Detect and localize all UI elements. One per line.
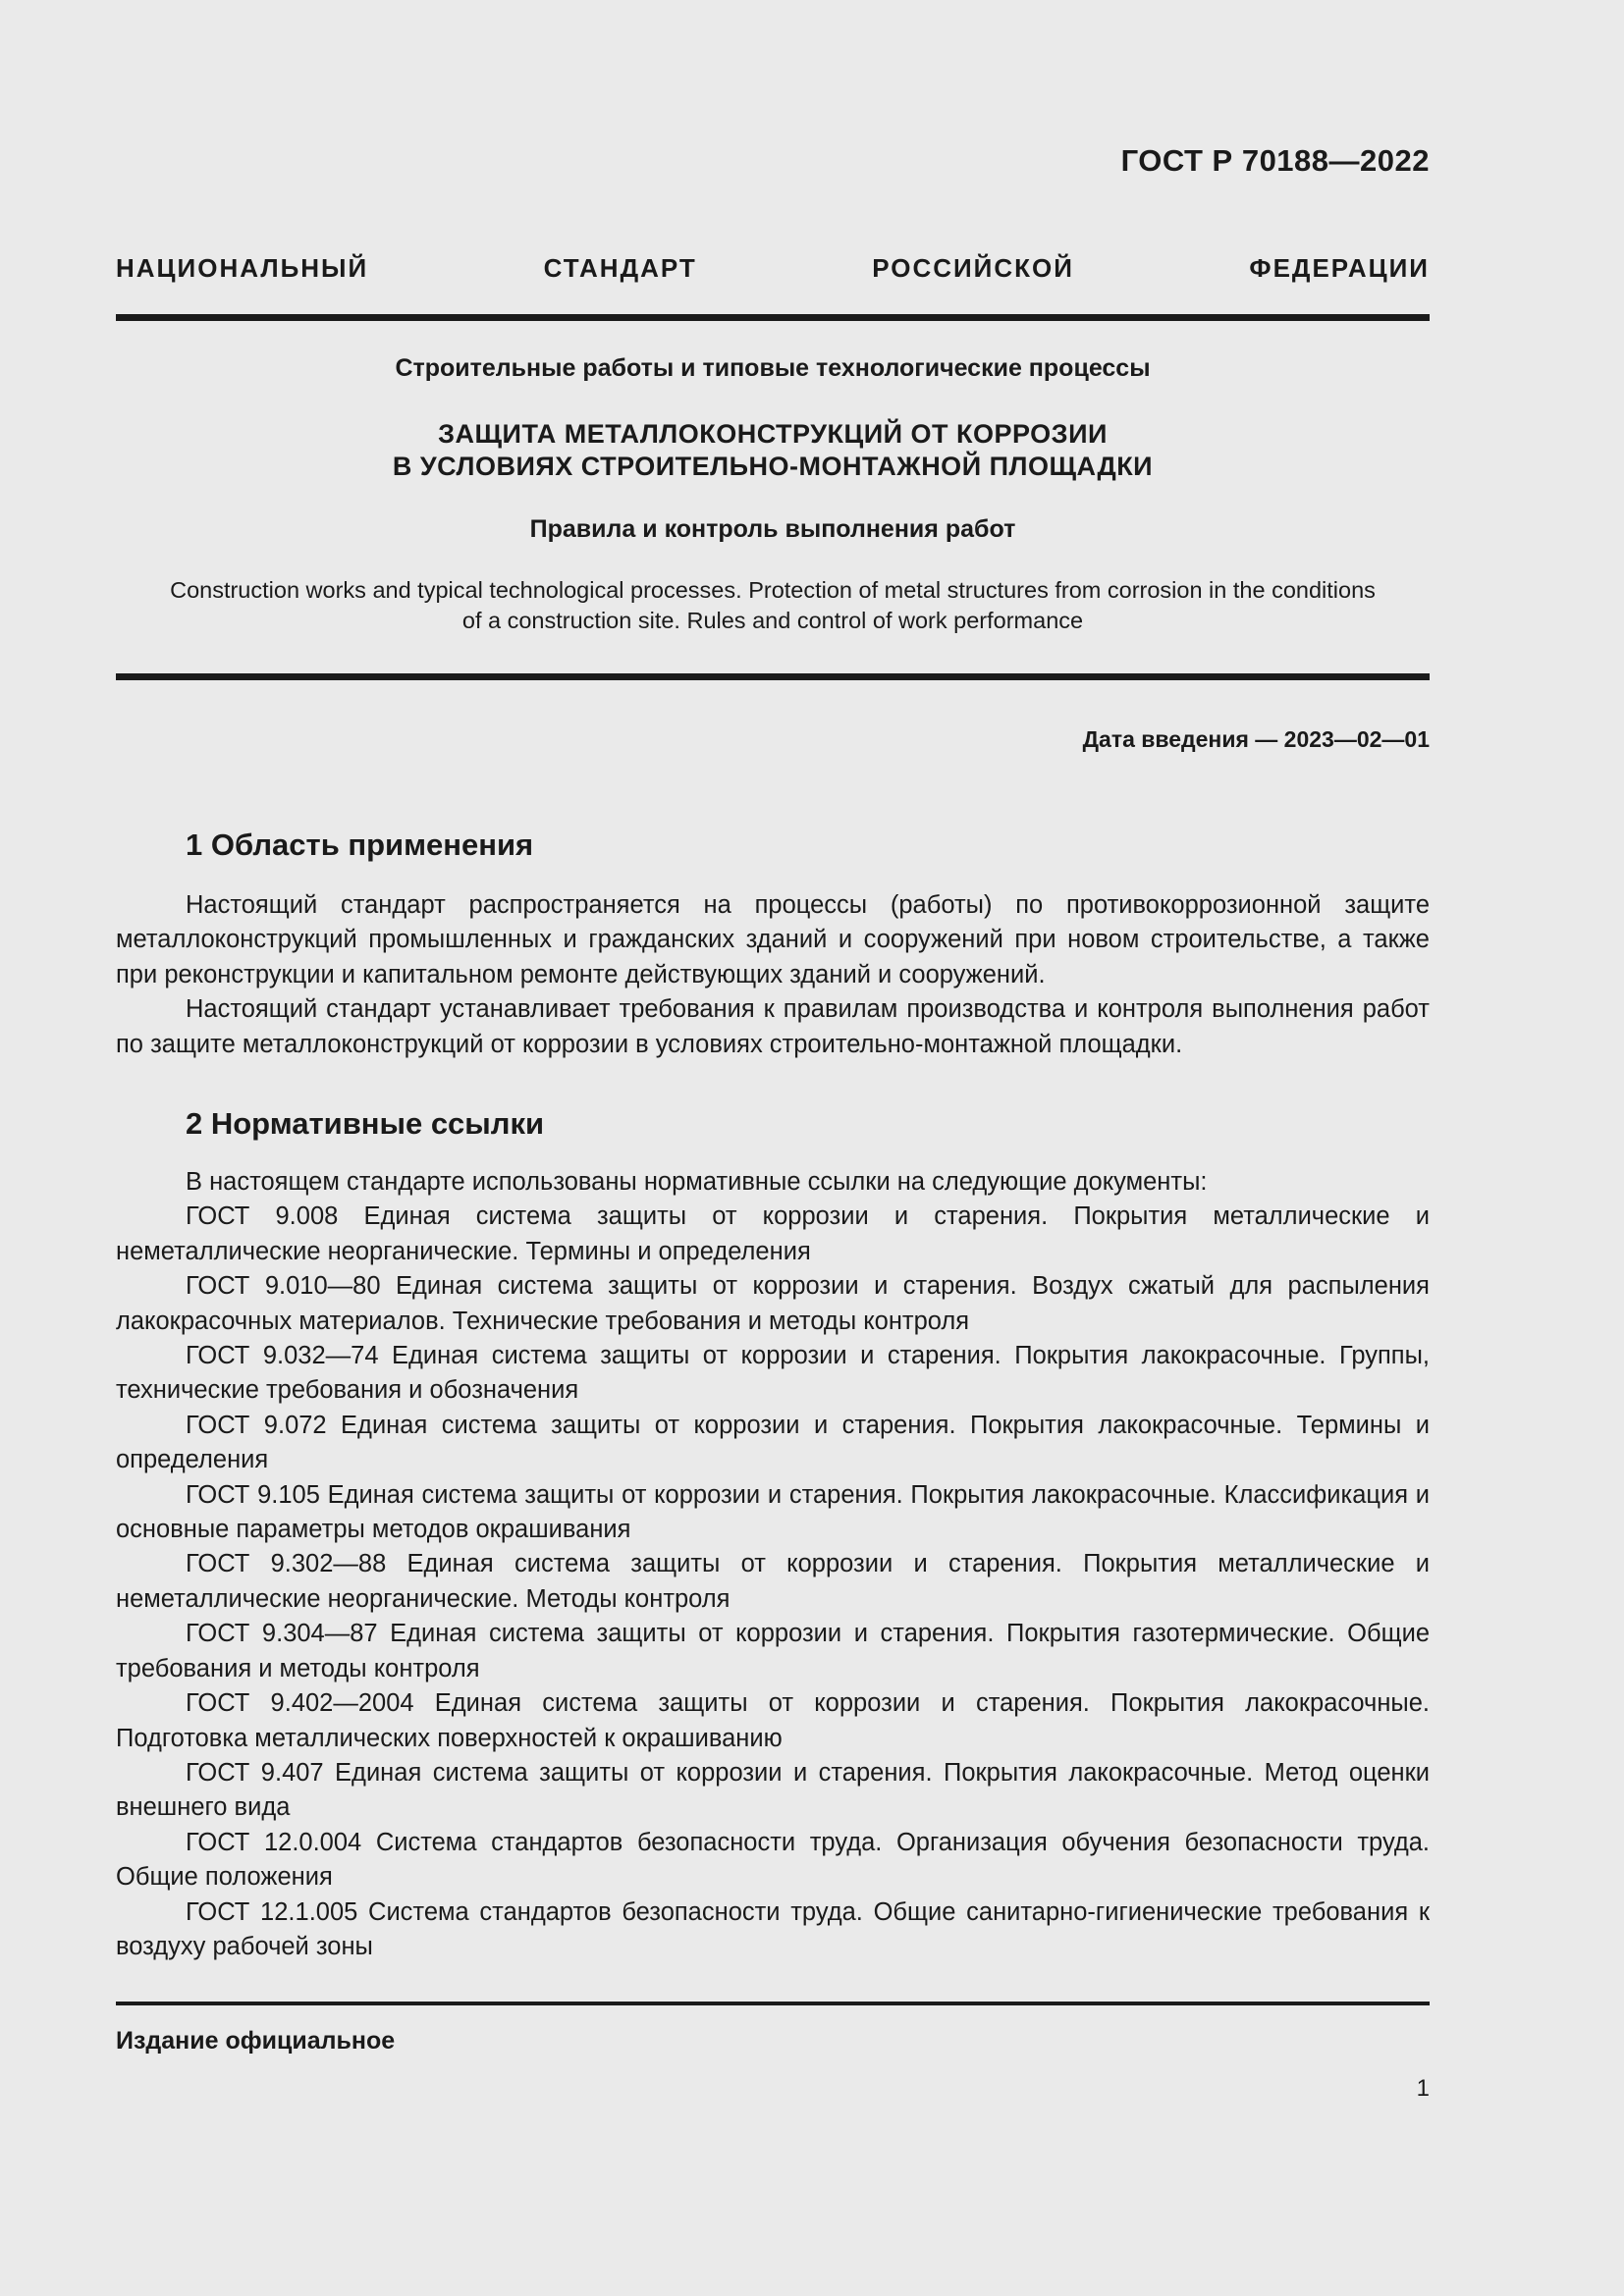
official-edition-label: Издание официальное bbox=[116, 2027, 396, 2055]
reference-item: ГОСТ 9.072 Единая система защиты от коррозии и старения. Покрытия лакокрасочные. Термины и определения bbox=[116, 1411, 1430, 1474]
english-title-line-2: of a construction site. Rules and control of work performance bbox=[461, 608, 1084, 633]
reference-item: ГОСТ 9.302—88 Единая система защиты от коррозии и старения. Покрытия металлические и неметаллические неорганические. Методы контроля bbox=[116, 1550, 1430, 1613]
english-title bbox=[116, 575, 1430, 636]
section-1-body bbox=[116, 888, 1430, 1062]
section-2-heading: 2 Нормативные ссылки bbox=[186, 1106, 545, 1141]
footer-divider bbox=[116, 2002, 1430, 2005]
introduction-date: Дата введения — 2023—02—01 bbox=[1082, 726, 1430, 752]
reference-item: ГОСТ 9.304—87 Единая система защиты от коррозии и старения. Покрытия газотермические. Общие требования и методы контроля bbox=[116, 1620, 1430, 1682]
title-divider bbox=[116, 673, 1430, 680]
reference-item: ГОСТ 12.1.005 Система стандартов безопасности труда. Общие санитарно-гигиенические требования к воздуху рабочей зоны bbox=[116, 1897, 1430, 1960]
top-divider bbox=[116, 314, 1430, 321]
reference-item: ГОСТ 12.0.004 Система стандартов безопасности труда. Организация обучения безопасности труда. Общие положения bbox=[116, 1828, 1430, 1892]
reference-item: ГОСТ 9.407 Единая система защиты от коррозии и старения. Покрытия лакокрасочные. Метод оценки внешнего вида bbox=[116, 1758, 1430, 1822]
reference-item: ГОСТ 9.032—74 Единая система защиты от коррозии и старения. Покрытия лакокрасочные. Группы, технические требования и обозначения bbox=[116, 1342, 1430, 1405]
references-list bbox=[116, 1165, 1430, 1964]
national-standard-banner: НАЦИОНАЛЬНЫЙ СТАНДАРТ РОССИЙСКОЙ ФЕДЕРАЦИИ bbox=[116, 253, 1430, 283]
references-intro: В настоящем стандарте использованы нормативные ссылки на следующие документы: bbox=[186, 1168, 1208, 1196]
section-1-paragraph-1: Настоящий стандарт распространяется на процессы (работы) по противокоррозионной защите металлоконструкций промышленных и гражданских зданий и сооружений при новом строительстве, а также при реконструкции и капитальном ремонте действующих зданий и сооружений. bbox=[116, 891, 1430, 988]
english-title-line-1: Construction works and typical technological processes. Protection of metal structures from corrosion in the conditions bbox=[170, 577, 1376, 603]
title-line-1: ЗАЩИТА МЕТАЛЛОКОНСТРУКЦИЙ ОТ КОРРОЗИИ bbox=[438, 419, 1108, 449]
title-line-2: В УСЛОВИЯХ СТРОИТЕЛЬНО-МОНТАЖНОЙ ПЛОЩАДКИ bbox=[392, 452, 1154, 481]
document-code: ГОСТ Р 70188—2022 bbox=[1120, 143, 1430, 178]
section-1-paragraph-2: Настоящий стандарт устанавливает требования к правилам производства и контроля выполнения работ по защите металлоконструкций от коррозии в условиях строительно-монтажной площадки. bbox=[116, 995, 1430, 1058]
document-subtitle: Правила и контроль выполнения работ bbox=[529, 515, 1016, 543]
reference-item: ГОСТ 9.402—2004 Единая система защиты от коррозии и старения. Покрытия лакокрасочные. Подготовка металлических поверхностей к окрашиванию bbox=[116, 1689, 1430, 1752]
section-1-heading: 1 Область применения bbox=[186, 828, 534, 862]
page-number: 1 bbox=[1416, 2075, 1430, 2102]
reference-item: ГОСТ 9.008 Единая система защиты от коррозии и старения. Покрытия металлические и неметаллические неорганические. Термины и определения bbox=[116, 1202, 1430, 1265]
reference-item: ГОСТ 9.105 Единая система защиты от коррозии и старения. Покрытия лакокрасочные. Классификация и основные параметры методов окрашивания bbox=[116, 1480, 1430, 1544]
document-page bbox=[116, 0, 1430, 2296]
document-title bbox=[116, 418, 1430, 483]
reference-item: ГОСТ 9.010—80 Единая система защиты от коррозии и старения. Воздух сжатый для распыления лакокрасочных материалов. Технические требования и методы контроля bbox=[116, 1272, 1430, 1335]
standard-series: Строительные работы и типовые технологические процессы bbox=[395, 354, 1151, 382]
